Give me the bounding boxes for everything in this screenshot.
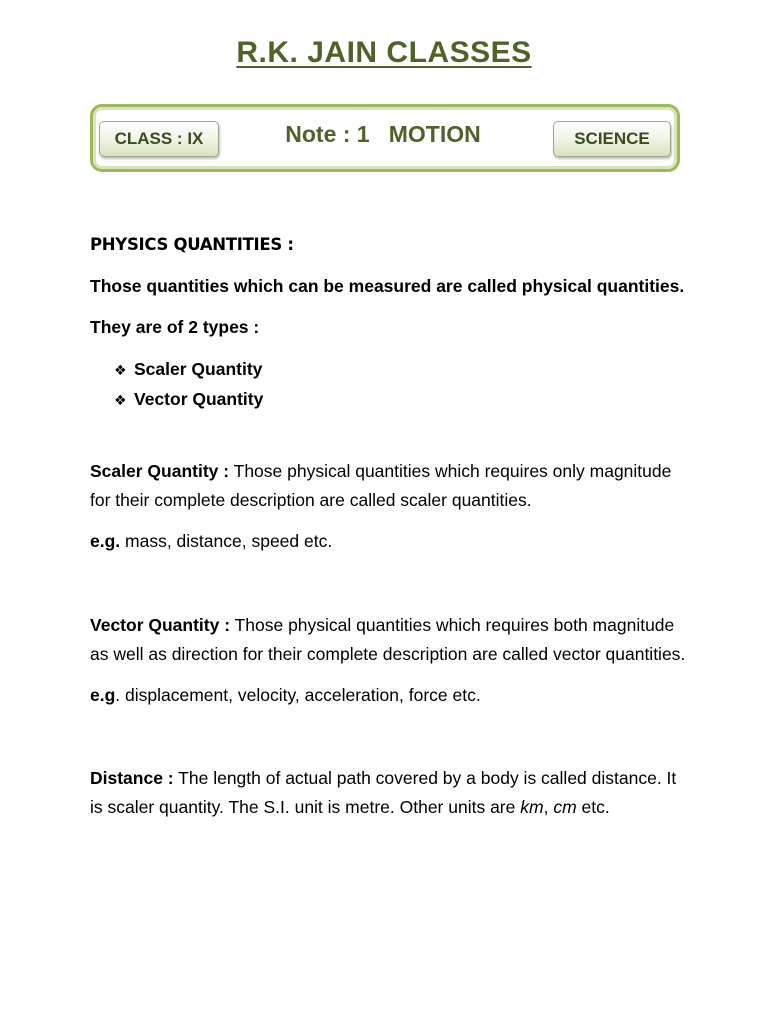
distance-paragraph — [90, 764, 690, 822]
type-label: Vector Quantity — [134, 389, 264, 409]
scaler-eg-text: mass, distance, speed etc. — [120, 531, 333, 551]
list-item — [114, 385, 690, 415]
definition-paragraph: Those quantities which can be measured are called physical quantities. — [90, 276, 685, 296]
scaler-paragraph — [90, 457, 690, 515]
vector-eg-label: e.g — [90, 685, 116, 705]
unit-cm: cm — [553, 797, 577, 817]
class-badge: CLASS : IX — [99, 121, 219, 157]
vector-eg-text: . displacement, velocity, acceleration, force etc. — [115, 685, 481, 705]
type-label: Scaler Quantity — [134, 359, 263, 379]
distance-text: The length of actual path covered by a body is called distance. It is scaler quantity. The S.I. unit is metre. Other units are — [90, 768, 677, 817]
types-list — [90, 355, 690, 415]
header-banner — [90, 104, 680, 172]
distance-tail: etc. — [576, 797, 610, 817]
diamond-bullet-icon: ❖ — [114, 392, 127, 408]
diamond-bullet-icon: ❖ — [114, 362, 127, 378]
vector-text: Those physical quantities which requires both magnitude as well as direction for their complete description are called vector quantities. — [90, 615, 686, 664]
scaler-term: Scaler Quantity : — [90, 461, 230, 481]
subject-badge: SCIENCE — [553, 121, 671, 157]
section-heading-colon: : — [281, 235, 294, 254]
vector-example — [90, 681, 690, 710]
scaler-example — [90, 527, 690, 556]
types-intro: They are of 2 types : — [90, 317, 260, 337]
section-heading — [90, 230, 690, 259]
distance-term: Distance : — [90, 768, 174, 788]
page-title-text: R.K. JAIN CLASSES — [236, 36, 532, 69]
vector-paragraph — [90, 611, 690, 669]
document-body — [90, 230, 690, 822]
scaler-text: Those physical quantities which requires only magnitude for their complete description are called scaler quantities. — [90, 461, 672, 510]
scaler-eg-label: e.g. — [90, 531, 121, 551]
page-title — [0, 36, 768, 70]
vector-term: Vector Quantity : — [90, 615, 231, 635]
unit-km: km — [520, 797, 544, 817]
note-title: Note : 1 MOTION — [285, 121, 481, 147]
section-heading-text: PHYSICS QUANTITIES — [90, 235, 282, 254]
unit-comma: , — [543, 797, 549, 817]
list-item — [114, 355, 690, 385]
